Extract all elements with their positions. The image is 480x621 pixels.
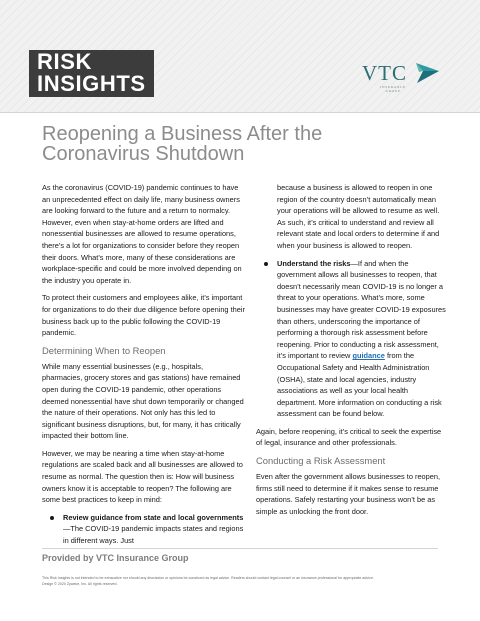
copyright-line: Design © 2020 Zywave, Inc. All rights reserved. [42,582,118,586]
bullet-heading: Understand the risks [277,258,351,268]
list-item [256,258,446,420]
section-heading-when-to-reopen: Determining When to Reopen [42,344,166,356]
best-practices-list-continued [256,258,446,420]
essential-businesses-paragraph: While many essential businesses (e.g., hospitals, pharmacies, grocery stores and gas stations) have remained open during the COVID-19 pandemic, other operations deemed nonessential have shut down temporarily or changed the nature of their operations. Not only has this led to significant business disruptions, but, for many, it has critically impacted their bottom line. [42,361,244,441]
provided-by: Provided by VTC Insurance Group [42,553,189,563]
disclaimer-line1: This Risk Insights is not intended to be exhaustive nor should any discussion or opinions be construed as legal advice. Readers should contact legal counsel or an insurance professional for appropriate advice. [42,576,374,580]
risk-insights-logo [29,50,154,97]
risk-assessment-paragraph: Even after the government allows businesses to reopen, firms still need to determine if it makes sense to resume operations. Safely restarting your business won’t be as simple as unlocking the front door. [256,472,441,516]
expertise-paragraph: Again, before reopening, it’s critical to seek the expertise of legal, insurance and other professionals. [256,426,442,448]
bullet-text: —The COVID-19 pandemic impacts states and regions in different ways. Just [63,524,244,546]
logo-line-insights: INSIGHTS [37,71,146,96]
brand-subtitle [363,85,423,93]
brand-name: VTC [362,61,407,85]
best-practices-paragraph: However, we may be nearing a time when stay-at-home regulations are scaled back and all businesses are allowed to resume as normal. The question then is: How will business owners know it is acceptable to reopen? The following are some best practices to keep in mind: [42,448,243,505]
right-column [256,182,446,523]
section-heading-risk-assessment: Conducting a Risk Assessment [256,455,386,467]
bullet-continuation: because a business is allowed to reopen in one region of the country doesn’t automatically mean your operations will be allowed to resume as well. As such, it’s critical to understand and review all relevant state and local orders to determine if and when your business is allowed to reopen. [277,183,440,250]
bullet-heading: Review guidance from state and local governments [63,512,244,522]
vtc-brand-logo [362,62,442,104]
page-title-line2: Coronavirus Shutdown [42,143,245,165]
protect-paragraph: To protect their customers and employees alike, it’s important for organizations to do their due diligence before opening their business back up to the public following the COVID-19 pandemic. [42,293,245,338]
brand-subtitle-line1: INSURANCE [380,85,406,89]
list-item [42,512,245,547]
header-divider [0,112,480,113]
brand-subtitle-line2: GROUP [385,89,401,93]
osha-guidance-link[interactable]: guidance [352,351,385,361]
left-column [42,182,245,553]
bullet-text: —If and when the government allows all businesses to reopen, that doesn’t necessarily mean COVID-19 is no longer a threat to your operations. What’s more, some businesses may have greater COVID-19 exposures than others, underscoring the importance of performing a thorough risk assessment before reopening. Prior to conducting a risk assessment, it’s important to review [277,258,446,361]
brand-arrow-icon [414,62,440,84]
logo-line-risk: RISK [37,49,92,74]
disclaimer [42,575,452,587]
footer-divider [42,548,438,549]
bullet-text-continued: from the Occupational Safety and Health Administration (OSHA), state and local agencies, industry associations as well as your local health department. More information on conducting a risk assessment can be found below. [277,351,442,419]
page-title [42,124,442,164]
best-practices-list [42,512,245,547]
intro-paragraph: As the coronavirus (COVID-19) pandemic continues to have an unprecedented effect on daily life, many business owners are looking forward to the future and a return to normalcy. However, even when stay-at-home orders are lifted and nonessential businesses are allowed to resume operations, there’s a lot for organizations to consider before they reopen their doors. What’s more, many of these considerations are workplace-specific and could be more involved depending on the industry you operate in. [42,183,242,285]
page-title-line1: Reopening a Business After the [42,123,323,145]
